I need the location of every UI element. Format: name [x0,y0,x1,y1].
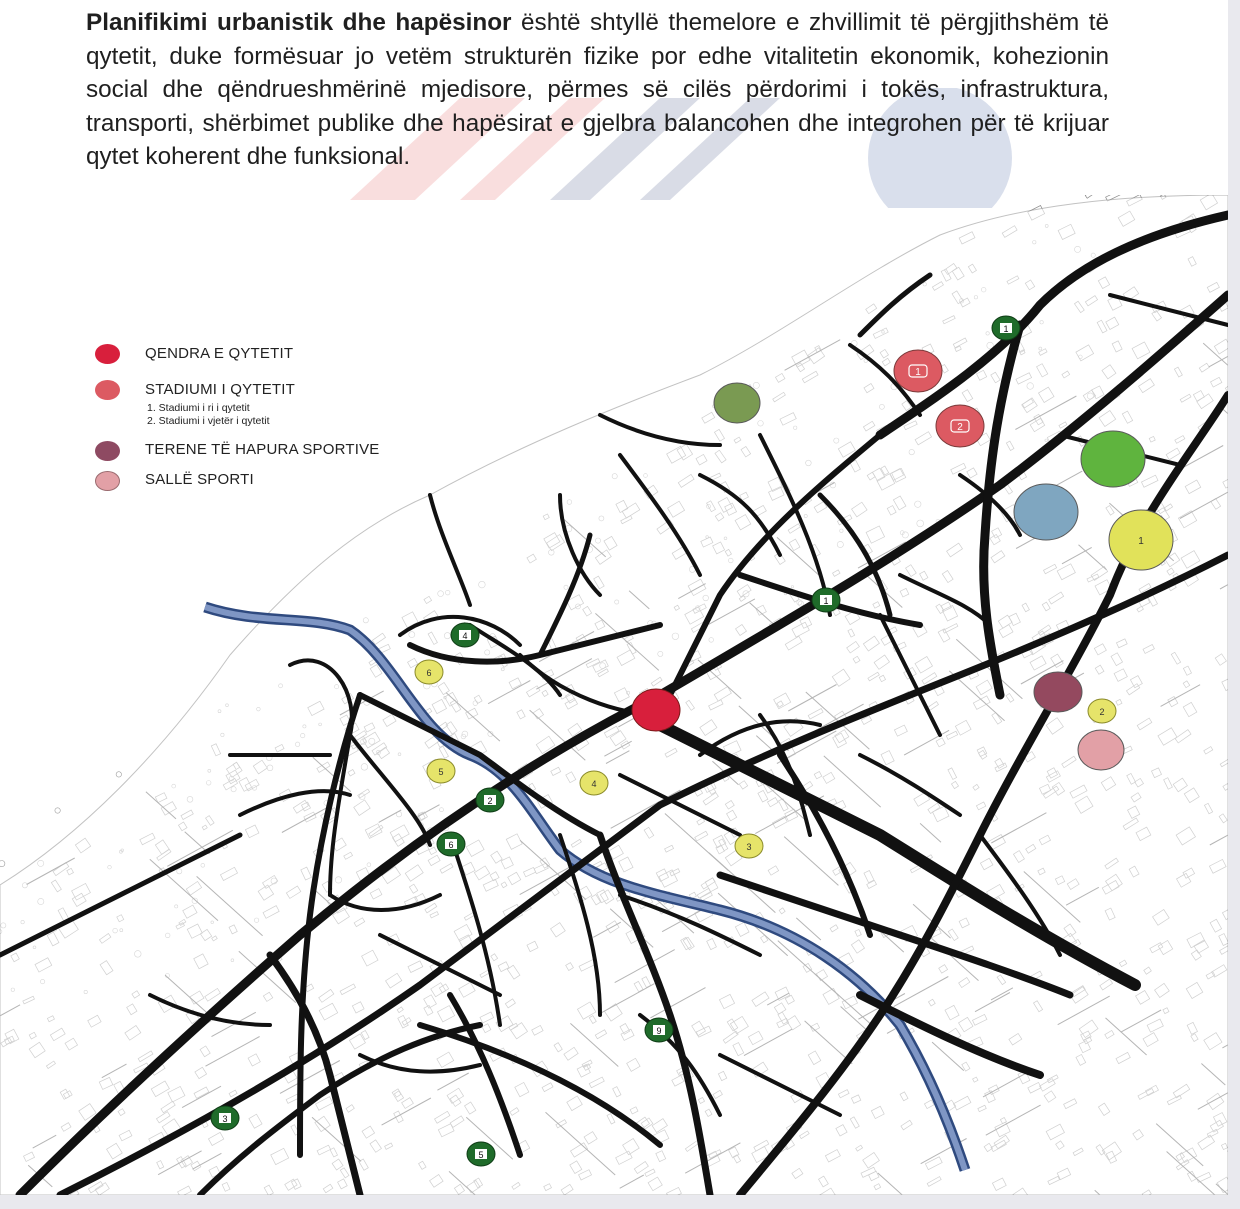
large-zone-circle-label: 1 [1138,536,1144,547]
yellow-badge-marker [427,759,455,783]
large-zone-circle-shape [1081,431,1145,487]
green-badge-marker [467,1142,495,1166]
large-zone-circle [714,383,760,423]
legend-label-city-stadium: STADIUMI I QYTETIT [145,381,295,398]
city-center-marker [632,689,680,731]
green-badge-label: 5 [478,1150,484,1160]
intro-paragraph [86,6,1109,174]
intro-bold: Planifikimi urbanistik dhe hapësinor [86,9,512,36]
city-center-shape [632,689,680,731]
legend-label-open-fields: TERENE TË HAPURA SPORTIVE [145,441,380,458]
green-badge-label: 1 [1003,324,1009,334]
large-zone-circle [1034,672,1082,712]
yellow-badge-marker [1088,699,1116,723]
green-badge-marker [645,1018,673,1042]
intro-text: është shtyllë themelore e zhvillimit të përgjithshëm të qytetit, duke formësuar jo vetëm strukturën fizike por edhe vitalitetin ekonomik, kohezionin social dhe qëndrueshmërinë mjedisore, përmes së cilës përdorimi i tokës, infrastruktura, transporti, shërbimet publike dhe hapësirat e gjelbra balancohen dhe integrohen për të krijuar qytet koherent dhe funksional. [86,9,1109,171]
green-badge-marker [812,588,840,612]
large-zone-circle [1109,510,1173,570]
yellow-badge-label: 3 [746,842,752,852]
stadium-label: 2 [957,422,963,433]
green-badge-label: 3 [222,1114,228,1124]
green-badge-label: 1 [823,596,829,606]
yellow-badge-marker [735,834,763,858]
legend-swatch-open-fields [95,441,120,461]
yellow-badge-label: 6 [426,668,432,678]
legend-note-old-stadium: 2. Stadiumi i vjetër i qytetit [147,415,270,427]
legend-label-city-center: QENDRA E QYTETIT [145,345,294,362]
stadium-marker [936,405,984,447]
stadium-label: 1 [915,367,921,378]
green-badge-marker [211,1106,239,1130]
green-badge-marker [437,832,465,856]
large-zone-circle [1014,484,1078,540]
yellow-badge-marker [415,660,443,684]
legend-swatch-city-center [95,344,120,364]
legend-swatch-city-stadium [95,380,120,400]
green-badge-label: 9 [656,1026,662,1036]
large-zone-circle-shape [714,383,760,423]
green-badge-marker [992,316,1020,340]
green-badge-label: 2 [487,796,493,806]
yellow-badge-label: 5 [438,767,444,777]
yellow-badge-label: 4 [591,779,597,789]
large-zone-circle-shape [1078,730,1124,770]
large-zone-circle [1081,431,1145,487]
green-badge-label: 6 [448,840,454,850]
large-zone-circle-shape [1034,672,1082,712]
green-badge-marker [476,788,504,812]
yellow-badge-label: 2 [1099,707,1105,717]
large-zone-circle [1078,730,1124,770]
legend-note-new-stadium: 1. Stadiumi i ri i qytetit [147,402,250,414]
yellow-badge-marker [580,771,608,795]
green-badge-label: 4 [462,631,468,641]
stadium-marker [894,350,942,392]
legend-label-sports-hall: SALLË SPORTI [145,471,254,488]
large-zone-circle-shape [1014,484,1078,540]
legend-swatch-sports-hall [95,471,120,491]
green-badge-marker [451,623,479,647]
